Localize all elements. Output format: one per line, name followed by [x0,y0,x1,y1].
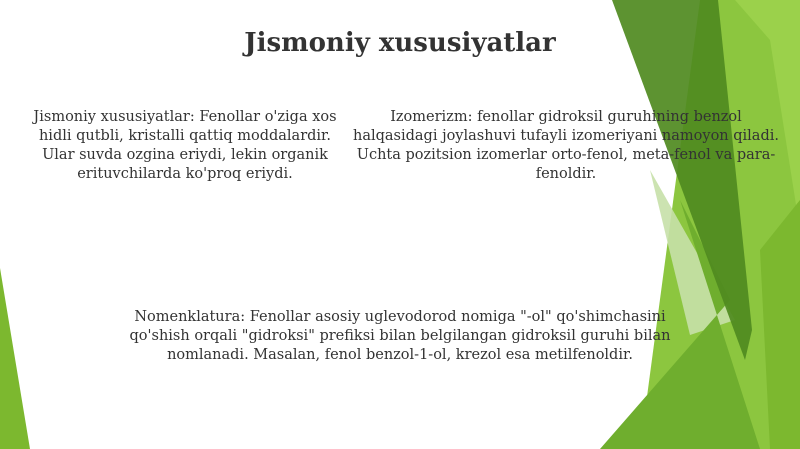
isomerism-text: Izomerizm: fenollar gidroksil guruhining benzol halqasidagi joylashuvi tufayli izomeriyani namoyon qiladi. Uchta pozitsion izomerlar orto-fenol, meta-fenol va para-fenoldir. [353,109,779,182]
slide-title: Jismoniy xususiyatlar [244,28,556,58]
physical-properties-text: Jismoniy xususiyatlar: Fenollar o'ziga xos hidli qutbli, kristalli qattiq moddalardir. Ular suvda ozgina eriydi, lekin organik erituvchilarda ko'proq eriydi. [33,109,337,182]
left-edge-shape [0,268,30,449]
nomenclature-text: Nomenklatura: Fenollar asosiy uglevodorod nomiga "-ol" qo'shimchasini qo'shish orqali "gidroksi" prefiksi bilan belgilangan gidroksil guruhi bilan nomlanadi. Masalan, fenol benzol-1-ol, krezol esa metilfenoldir. [129,309,671,363]
